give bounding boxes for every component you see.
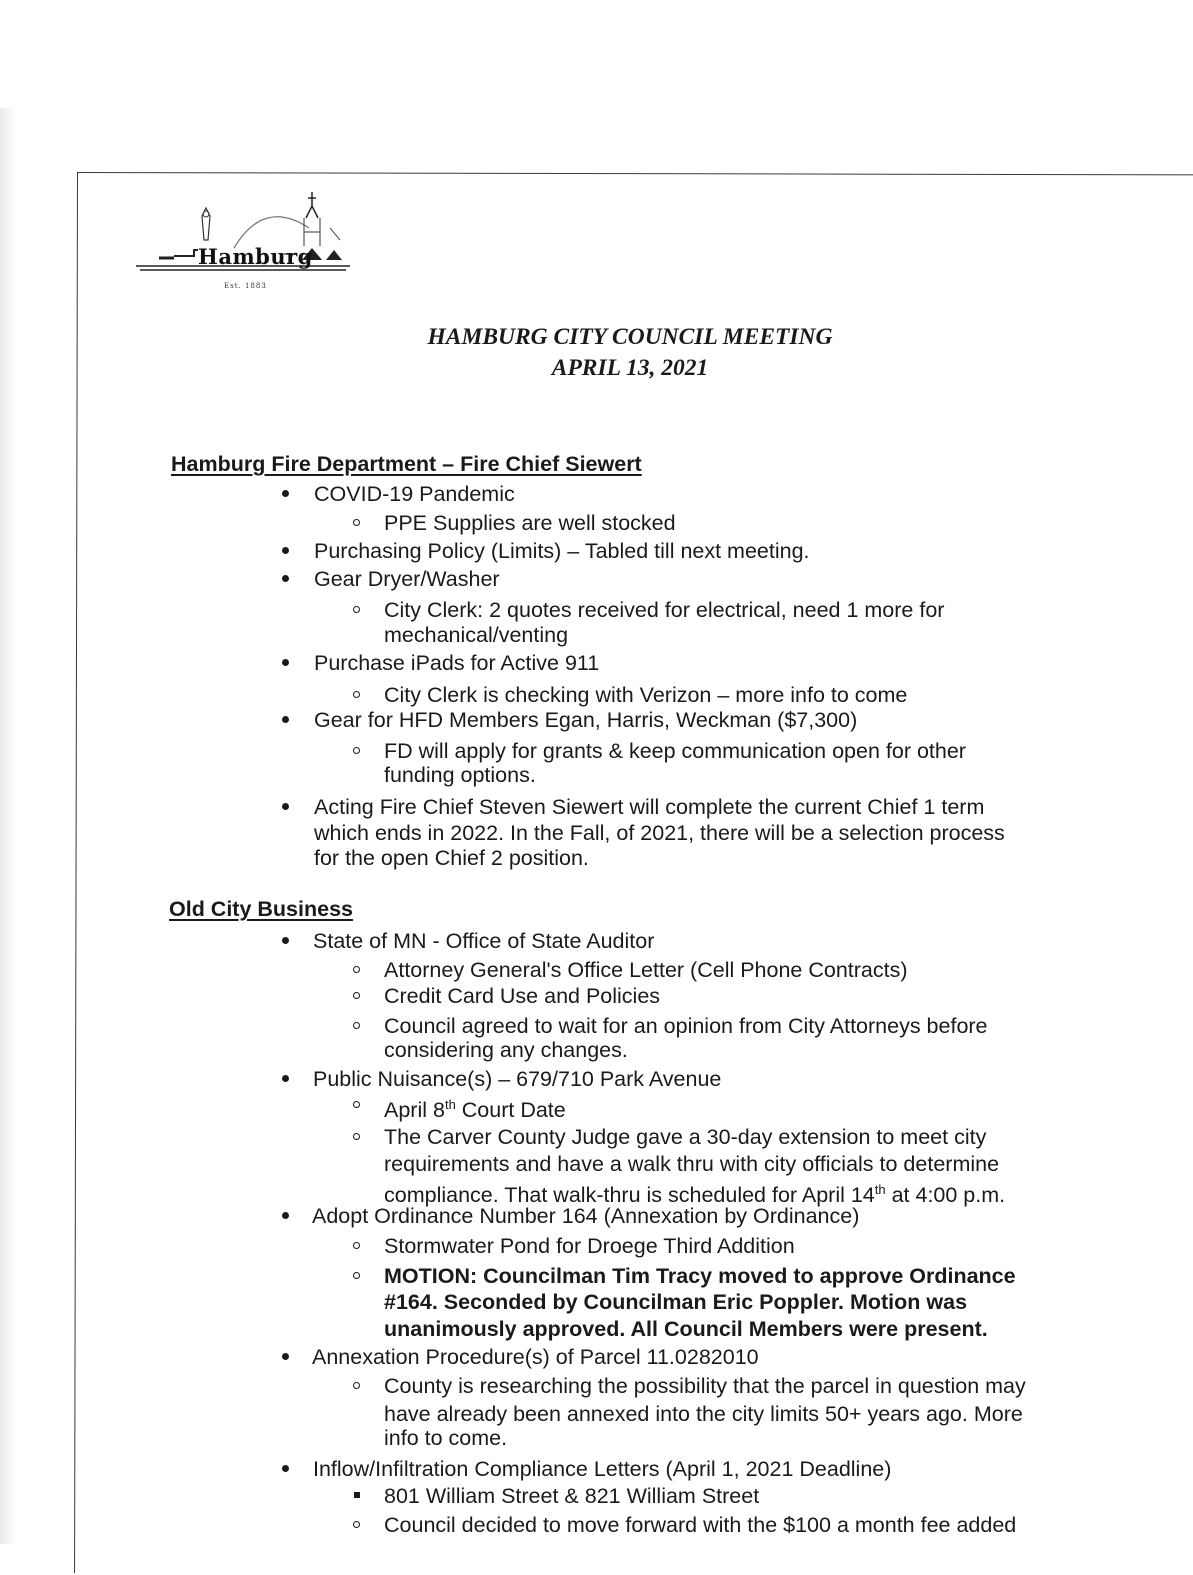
meeting-title-line: HAMBURG CITY COUNCIL MEETING [427, 324, 833, 350]
ordinal-suffix: th [874, 1182, 886, 1197]
bullet-icon [282, 716, 289, 723]
bullet-icon [282, 1075, 289, 1082]
sub-bullet-icon [353, 747, 360, 754]
list-item: The Carver County Judge gave a 30-day extension to meet city [384, 1125, 987, 1149]
sub-bullet-icon [353, 1242, 360, 1249]
list-item: PPE Supplies are well stocked [384, 511, 676, 535]
town-skyline-icon [134, 188, 354, 293]
motion-text-continuation: unanimously approved. All Council Members were present. [384, 1317, 988, 1341]
list-item: 801 William Street & 821 William Street [384, 1484, 760, 1508]
list-item: City Clerk is checking with Verizon – more info to come [384, 683, 908, 707]
list-item: Council decided to move forward with the $100 a month fee added [384, 1513, 1017, 1537]
sub-bullet-icon [353, 519, 360, 526]
list-item-continuation: funding options. [384, 763, 536, 787]
sub-bullet-icon [353, 1101, 360, 1108]
list-item: Acting Fire Chief Steven Siewert will complete the current Chief 1 term [314, 795, 985, 819]
square-bullet-icon [354, 1492, 360, 1498]
sub-bullet-icon [353, 1133, 360, 1140]
bullet-icon [282, 937, 289, 944]
list-item: Gear Dryer/Washer [314, 567, 500, 591]
motion-text-continuation: #164. Seconded by Councilman Eric Poppler. Motion was [384, 1290, 968, 1314]
list-item: Purchasing Policy (Limits) – Tabled till next meeting. [314, 539, 810, 563]
sub-bullet-icon [353, 1272, 360, 1279]
list-item-continuation: which ends in 2022. In the Fall, of 2021, there will be a selection process [314, 821, 1005, 845]
list-item: Purchase iPads for Active 911 [314, 651, 600, 675]
logo-established: Est. 1883 [224, 282, 267, 290]
list-item-continuation: for the open Chief 2 position. [314, 846, 589, 870]
meeting-date: APRIL 13, 2021 [551, 355, 709, 381]
list-item: Attorney General's Office Letter (Cell Phone Contracts) [384, 958, 908, 982]
list-item: State of MN - Office of State Auditor [313, 929, 655, 953]
list-item-continuation: considering any changes. [384, 1038, 628, 1062]
sub-bullet-icon [353, 691, 360, 698]
bullet-icon [282, 1465, 289, 1472]
list-item-continuation: info to come. [384, 1426, 508, 1450]
sub-bullet-icon [353, 966, 360, 973]
list-item: County is researching the possibility that the parcel in question may [384, 1374, 1026, 1398]
list-item: Stormwater Pond for Droege Third Addition [384, 1234, 795, 1258]
section-heading-old-business: Old City Business [169, 897, 353, 921]
bullet-icon [282, 547, 289, 554]
logo-wordmark: Hamburg [198, 244, 313, 269]
list-item: Public Nuisance(s) – 679/710 Park Avenue [313, 1067, 722, 1091]
list-item-continuation: mechanical/venting [384, 623, 569, 647]
bullet-icon [282, 490, 289, 497]
sub-bullet-icon [353, 1382, 360, 1389]
bullet-icon [282, 659, 289, 666]
list-item: FD will apply for grants & keep communication open for other [384, 739, 966, 763]
list-item-continuation: requirements and have a walk thru with city officials to determine [384, 1152, 1000, 1176]
list-item: Gear for HFD Members Egan, Harris, Weckman ($7,300) [314, 708, 858, 732]
bullet-icon [282, 1212, 289, 1219]
list-item-continuation: have already been annexed into the city limits 50+ years ago. More [384, 1402, 1023, 1426]
list-item: Adopt Ordinance Number 164 (Annexation by Ordinance) [312, 1204, 860, 1228]
list-item: Council agreed to wait for an opinion from City Attorneys before [384, 1014, 988, 1038]
list-item: Credit Card Use and Policies [384, 984, 661, 1008]
sub-bullet-icon [353, 1022, 360, 1029]
walk-thru-text: compliance. That walk-thru is scheduled for April 14 [384, 1183, 875, 1208]
list-item: COVID-19 Pandemic [314, 482, 515, 506]
bullet-icon [282, 575, 289, 582]
cut-off-text-line [384, 1537, 924, 1544]
walk-thru-time: at 4:00 p.m. [885, 1183, 1006, 1208]
sub-bullet-icon [353, 606, 360, 613]
sub-bullet-icon [353, 992, 360, 999]
meeting-title [330, 322, 930, 384]
scan-edge-shadow [0, 108, 16, 1544]
hamburg-logo [134, 188, 354, 293]
court-date-text: April 8 [384, 1098, 445, 1123]
motion-text: MOTION: Councilman Tim Tracy moved to approve Ordinance [384, 1264, 1016, 1288]
ordinal-suffix: th [444, 1097, 456, 1112]
bullet-icon [282, 1353, 289, 1360]
list-item: City Clerk: 2 quotes received for electrical, need 1 more for [384, 598, 945, 622]
list-item: Inflow/Infiltration Compliance Letters (April 1, 2021 Deadline) [313, 1457, 892, 1481]
sub-bullet-icon [353, 1521, 360, 1528]
list-item [384, 1092, 566, 1123]
bullet-icon [282, 803, 289, 810]
list-item: Annexation Procedure(s) of Parcel 11.0282010 [312, 1345, 759, 1369]
section-heading-fire: Hamburg Fire Department – Fire Chief Siewert [171, 452, 642, 476]
court-date-text-rest: Court Date [455, 1098, 566, 1123]
